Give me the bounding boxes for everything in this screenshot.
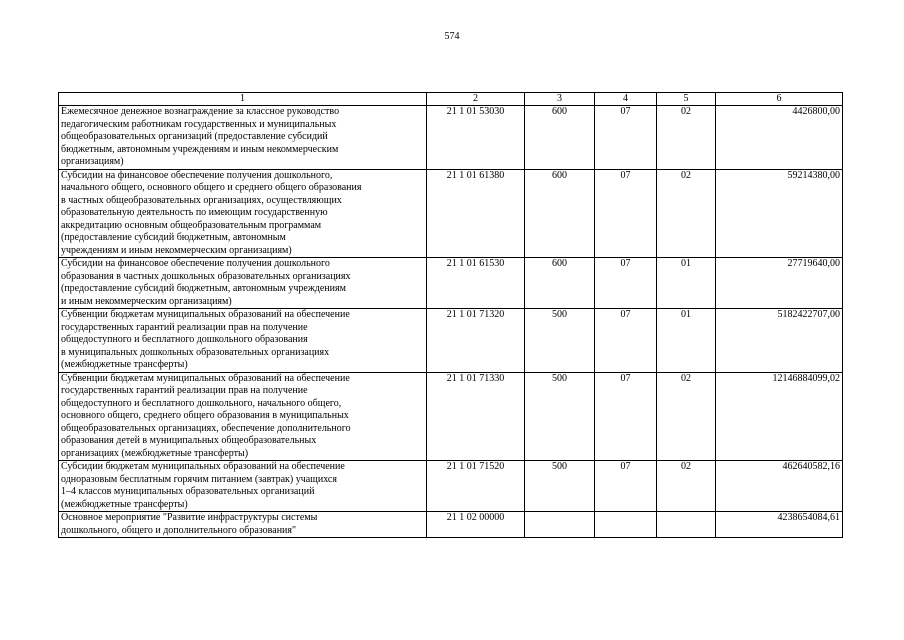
row-name-cell [59, 106, 427, 170]
name-line: аккредитацию основным общеобразовательным программам [61, 219, 322, 231]
row-type-cell: 600 [525, 258, 595, 309]
name-line: в частных общеобразовательных организациях, осуществляющих [61, 194, 342, 206]
header-col-4: 4 [595, 93, 657, 106]
name-line: бюджетным, автономным учреждениям и иным некоммерческим [61, 143, 339, 155]
row-type-cell: 500 [525, 309, 595, 373]
row-section-cell: 07 [595, 106, 657, 170]
row-name-cell [59, 309, 427, 373]
name-line: педагогическим работникам государственных и муниципальных [61, 118, 337, 130]
name-line: 1–4 классов муниципальных образовательных организаций [61, 486, 315, 497]
name-line: учреждениям и иным некоммерческим организациям) [61, 244, 292, 256]
row-subsection-cell: 02 [657, 461, 716, 512]
row-code-cell: 21 1 01 61380 [427, 169, 525, 258]
row-amount-cell: 27719640,00 [716, 258, 843, 309]
row-type-cell: 600 [525, 106, 595, 170]
name-line: общедоступного и бесплатного дошкольного образования [61, 334, 308, 345]
header-col-5: 5 [657, 93, 716, 106]
row-section-cell [595, 512, 657, 538]
name-line: организациях (межбюджетные трансферты) [61, 447, 249, 459]
row-section-cell: 07 [595, 258, 657, 309]
row-code-cell: 21 1 01 71520 [427, 461, 525, 512]
row-amount-cell: 4426800,00 [716, 106, 843, 170]
table-row [59, 372, 843, 461]
row-name-cell [59, 461, 427, 512]
name-line: в муниципальных дошкольных образовательных организациях [61, 346, 330, 358]
table-row [59, 461, 843, 512]
row-amount-cell: 462640582,16 [716, 461, 843, 512]
name-line: образовательную деятельность по имеющим государственную [61, 207, 328, 218]
name-line: Ежемесячное денежное вознаграждение за классное руководство [61, 106, 340, 117]
name-line: Субвенции бюджетам муниципальных образований на обеспечение [61, 372, 350, 384]
row-subsection-cell: 02 [657, 372, 716, 461]
name-line: (межбюджетные трансферты) [61, 359, 188, 370]
row-type-cell: 600 [525, 169, 595, 258]
name-line: общедоступного и бесплатного дошкольного, начального общего, [61, 397, 342, 409]
row-subsection-cell: 01 [657, 309, 716, 373]
name-line: общеобразовательных организациях, обеспечение дополнительного [61, 422, 351, 434]
row-code-cell: 21 1 02 00000 [427, 512, 525, 538]
name-line: основного общего, среднего общего образования в муниципальных [61, 410, 349, 421]
name-line: одноразовым бесплатным горячим питанием (завтрак) учащихся [61, 473, 337, 485]
row-subsection-cell: 02 [657, 169, 716, 258]
name-line: (межбюджетные трансферты) [61, 498, 188, 510]
name-line: начального общего, основного общего и среднего общего образования [61, 182, 362, 193]
name-line: (предоставление субсидий бюджетным, автономным учреждениям [61, 283, 346, 294]
name-line: Субвенции бюджетам муниципальных образований на обеспечение [61, 309, 350, 320]
name-line: Субсидии на финансовое обеспечение получения дошкольного [61, 258, 330, 269]
name-line: государственных гарантий реализации прав на получение [61, 321, 308, 333]
row-amount-cell: 5182422707,00 [716, 309, 843, 373]
name-line: дошкольного, общего и дополнительного образования" [61, 524, 297, 536]
header-col-1: 1 [59, 93, 427, 106]
header-col-3: 3 [525, 93, 595, 106]
row-code-cell: 21 1 01 71330 [427, 372, 525, 461]
header-col-2: 2 [427, 93, 525, 106]
table-row [59, 258, 843, 309]
name-line: и иным некоммерческим организациям) [61, 295, 232, 307]
row-name-cell [59, 169, 427, 258]
row-name-cell [59, 512, 427, 538]
table-row [59, 169, 843, 258]
row-type-cell: 500 [525, 372, 595, 461]
row-type-cell: 500 [525, 461, 595, 512]
name-line: (предоставление субсидий бюджетным, автономным [61, 232, 286, 243]
row-type-cell [525, 512, 595, 538]
row-code-cell: 21 1 01 71320 [427, 309, 525, 373]
table-row [59, 309, 843, 373]
page-number: 574 [444, 31, 460, 42]
header-col-6: 6 [716, 93, 843, 106]
row-amount-cell: 12146884099,02 [716, 372, 843, 461]
name-line: Основное мероприятие "Развитие инфраструктуры системы [61, 512, 318, 523]
row-section-cell: 07 [595, 169, 657, 258]
name-line: Субсидии на финансовое обеспечение получения дошкольного, [61, 169, 333, 181]
budget-table [58, 92, 843, 538]
name-line: государственных гарантий реализации прав на получение [61, 385, 308, 396]
row-subsection-cell [657, 512, 716, 538]
name-line: организациям) [61, 156, 124, 167]
row-section-cell: 07 [595, 309, 657, 373]
row-subsection-cell: 02 [657, 106, 716, 170]
row-subsection-cell: 01 [657, 258, 716, 309]
name-line: образования детей в муниципальных общеобразовательных [61, 435, 317, 446]
row-amount-cell: 59214380,00 [716, 169, 843, 258]
row-name-cell [59, 258, 427, 309]
header-row [59, 93, 843, 106]
table-row [59, 106, 843, 170]
name-line: общеобразовательных организаций (предоставление субсидий [61, 131, 328, 142]
row-section-cell: 07 [595, 372, 657, 461]
row-code-cell: 21 1 01 61530 [427, 258, 525, 309]
row-code-cell: 21 1 01 53030 [427, 106, 525, 170]
row-amount-cell: 4238654084,61 [716, 512, 843, 538]
row-section-cell: 07 [595, 461, 657, 512]
name-line: Субсидии бюджетам муниципальных образований на обеспечение [61, 461, 345, 472]
row-name-cell [59, 372, 427, 461]
name-line: образования в частных дошкольных образовательных организациях [61, 270, 351, 282]
table-row [59, 512, 843, 538]
